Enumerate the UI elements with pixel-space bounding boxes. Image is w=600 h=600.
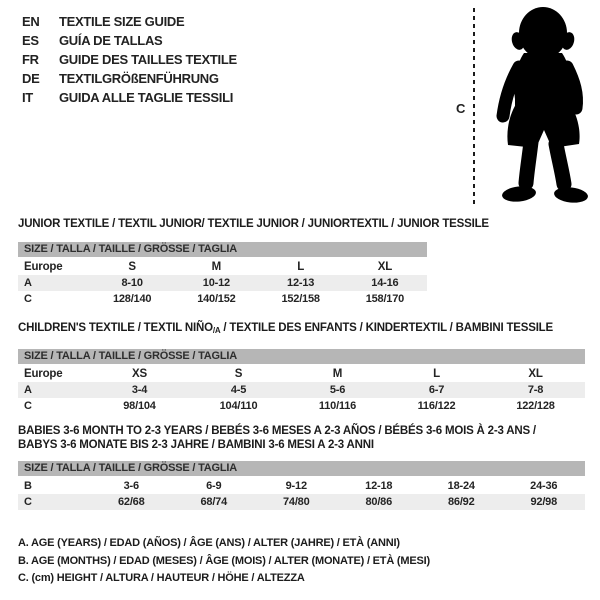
size-col-header: S xyxy=(128,261,136,273)
language-legend xyxy=(22,12,237,107)
row-label: C xyxy=(24,400,32,412)
table-cell: 18-24 xyxy=(447,480,475,492)
junior-size-bar: SIZE / TALLA / TAILLE / GRÖSSE / TAGLIA xyxy=(18,242,427,257)
babies-table-section xyxy=(18,424,585,510)
table-cell: 12-18 xyxy=(365,480,393,492)
table-cell: 152/158 xyxy=(281,293,320,305)
table-cell: 7-8 xyxy=(527,384,544,396)
table-cell: 14-16 xyxy=(371,277,399,289)
table-cell: 3-4 xyxy=(131,384,148,396)
language-title: GUIDE DES TAILLES TEXTILE xyxy=(59,52,237,67)
table-cell: 86/92 xyxy=(447,496,475,508)
language-row-es xyxy=(22,31,237,50)
junior-age-row xyxy=(18,275,427,291)
footnotes xyxy=(18,535,430,588)
table-cell: 92/98 xyxy=(530,496,558,508)
language-title: TEXTILE SIZE GUIDE xyxy=(59,14,185,29)
table-cell: 98/104 xyxy=(123,400,156,412)
size-col-header: S xyxy=(234,368,243,380)
language-code: FR xyxy=(22,52,39,67)
size-col-header: L xyxy=(433,368,440,380)
language-code: EN xyxy=(22,14,40,29)
babies-height-row xyxy=(18,494,585,510)
table-cell: 8-10 xyxy=(121,277,143,289)
row-label: B xyxy=(24,480,32,492)
table-cell: 6-7 xyxy=(428,384,445,396)
table-cell: 158/170 xyxy=(365,293,405,305)
children-europe-row xyxy=(18,366,585,382)
table-cell: 128/140 xyxy=(112,293,152,305)
junior-table-section xyxy=(18,217,489,307)
babies-age-row xyxy=(18,478,585,494)
height-dashed-line xyxy=(473,8,475,206)
babies-heading-line1: BABIES 3-6 MONTH TO 2-3 YEARS / BEBÉS 3-6 MESES A 2-3 AÑOS / BÉBÉS 3-6 MOIS À 2-3 ANS / xyxy=(18,425,536,437)
table-cell: 116/122 xyxy=(417,400,456,412)
height-measure-label: C xyxy=(456,101,466,116)
children-table-section xyxy=(18,321,585,414)
language-code: IT xyxy=(22,90,33,105)
table-cell: 5-6 xyxy=(329,384,346,396)
footnote-a: A. AGE (YEARS) / EDAD (AÑOS) / ÂGE (ANS) / ALTER (JAHRE) / ETÀ (ANNI) xyxy=(18,537,400,549)
table-cell: 110/116 xyxy=(318,400,357,412)
junior-europe-row xyxy=(18,259,427,275)
footnote-c: C. (cm) HEIGHT / ALTURA / HAUTEUR / HÖHE / ALTEZZA xyxy=(18,572,305,584)
row-label: Europe xyxy=(24,261,63,273)
language-code: ES xyxy=(22,33,39,48)
language-row-en xyxy=(22,12,237,31)
row-label: C xyxy=(24,496,32,508)
babies-heading xyxy=(18,424,585,452)
children-size-bar: SIZE / TALLA / TAILLE / GRÖSSE / TAGLIA xyxy=(18,349,585,364)
table-cell: 62/68 xyxy=(117,496,145,508)
table-cell: 3-6 xyxy=(123,480,139,492)
size-col-header: L xyxy=(297,261,305,273)
language-row-de xyxy=(22,69,237,88)
language-row-it xyxy=(22,88,237,107)
children-heading: CHILDREN'S TEXTILE / TEXTIL NIÑO/A / TEXTILE DES ENFANTS / KINDERTEXTIL / BAMBINI TESSILE xyxy=(18,322,553,335)
table-cell: 104/110 xyxy=(219,400,258,412)
table-cell: 9-12 xyxy=(285,480,307,492)
table-cell: 68/74 xyxy=(200,496,228,508)
language-title: GUÍA DE TALLAS xyxy=(59,33,163,48)
row-label: Europe xyxy=(24,368,63,380)
size-col-header: XS xyxy=(132,368,147,380)
junior-heading: JUNIOR TEXTILE / TEXTIL JUNIOR/ TEXTILE JUNIOR / JUNIORTEXTIL / JUNIOR TESSILE xyxy=(18,218,489,230)
baby-silhouette-icon xyxy=(486,5,600,207)
table-cell: 74/80 xyxy=(282,496,310,508)
table-cell: 4-5 xyxy=(230,384,247,396)
row-label: C xyxy=(24,293,32,305)
table-cell: 122/128 xyxy=(516,400,555,412)
babies-heading-line2: BABYS 3-6 MONATE BIS 2-3 JAHRE / BAMBINI 3-6 MESI A 2-3 ANNI xyxy=(18,439,374,451)
footnote-b: B. AGE (MONTHS) / EDAD (MESES) / ÂGE (MOIS) / ALTER (MONATE) / ETÀ (MESI) xyxy=(18,554,430,567)
junior-height-row xyxy=(18,291,427,307)
size-col-header: XL xyxy=(528,368,543,380)
table-cell: 24-36 xyxy=(530,480,558,492)
children-age-row xyxy=(18,382,585,398)
size-col-header: M xyxy=(211,261,222,273)
row-label: A xyxy=(24,277,32,289)
language-title: GUIDA ALLE TAGLIE TESSILI xyxy=(59,90,234,105)
size-col-header: XL xyxy=(377,261,393,273)
language-row-fr xyxy=(22,50,237,69)
children-height-row xyxy=(18,398,585,414)
table-cell: 12-13 xyxy=(287,277,315,289)
table-cell: 140/152 xyxy=(197,293,236,305)
table-cell: 6-9 xyxy=(206,480,222,492)
language-title: TEXTILGRÖßENFÜHRUNG xyxy=(59,71,219,86)
babies-size-bar: SIZE / TALLA / TAILLE / GRÖSSE / TAGLIA xyxy=(18,461,585,476)
size-col-header: M xyxy=(332,368,343,380)
table-cell: 10-12 xyxy=(202,277,230,289)
table-cell: 80/86 xyxy=(365,496,393,508)
language-code: DE xyxy=(22,71,40,86)
row-label: A xyxy=(24,384,32,396)
